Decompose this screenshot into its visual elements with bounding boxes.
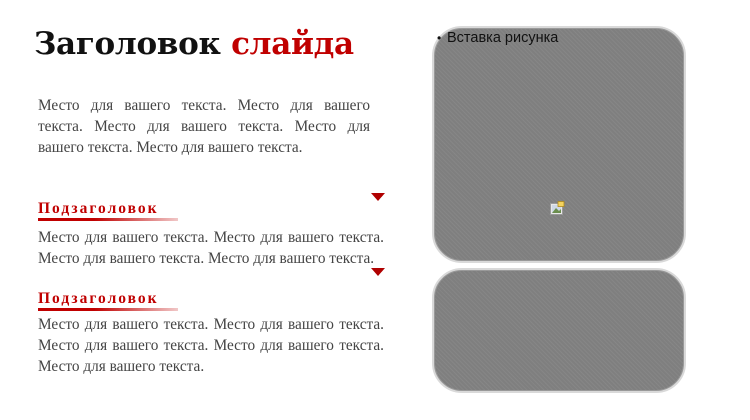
subheading-underline bbox=[38, 218, 178, 221]
picture-placeholder-bottom[interactable] bbox=[432, 268, 686, 393]
slide-title[interactable] bbox=[34, 26, 354, 62]
slide-title-accent: слайда bbox=[231, 26, 354, 62]
insert-picture-text: Вставка рисунка bbox=[447, 30, 559, 46]
insert-picture-icon[interactable] bbox=[550, 201, 565, 216]
body-text-2[interactable]: Место для вашего текста. Место для вашего текста. Место для вашего текста. Место для вашего текста. bbox=[38, 229, 384, 267]
bullet: • bbox=[437, 31, 442, 45]
collapse-arrow-icon[interactable] bbox=[371, 268, 385, 276]
picture-placeholder-top[interactable] bbox=[432, 26, 686, 263]
body-text-3[interactable]: Место для вашего текста. Место для вашего текста. Место для вашего текста. Место для вашего текста. Место для вашего текста. bbox=[38, 316, 384, 375]
collapse-arrow-icon[interactable] bbox=[371, 193, 385, 201]
subheading-2[interactable]: Подзаголовок bbox=[38, 290, 159, 307]
body-text-1[interactable]: Место для вашего текста. Место для вашего текста. Место для вашего текста. Место для вашего текста. Место для вашего текста. bbox=[38, 97, 370, 156]
slide-title-main: Заголовок bbox=[34, 26, 221, 62]
picture-placeholder-label[interactable] bbox=[437, 30, 558, 46]
subheading-1[interactable]: Подзаголовок bbox=[38, 200, 159, 217]
subheading-underline bbox=[38, 308, 178, 311]
